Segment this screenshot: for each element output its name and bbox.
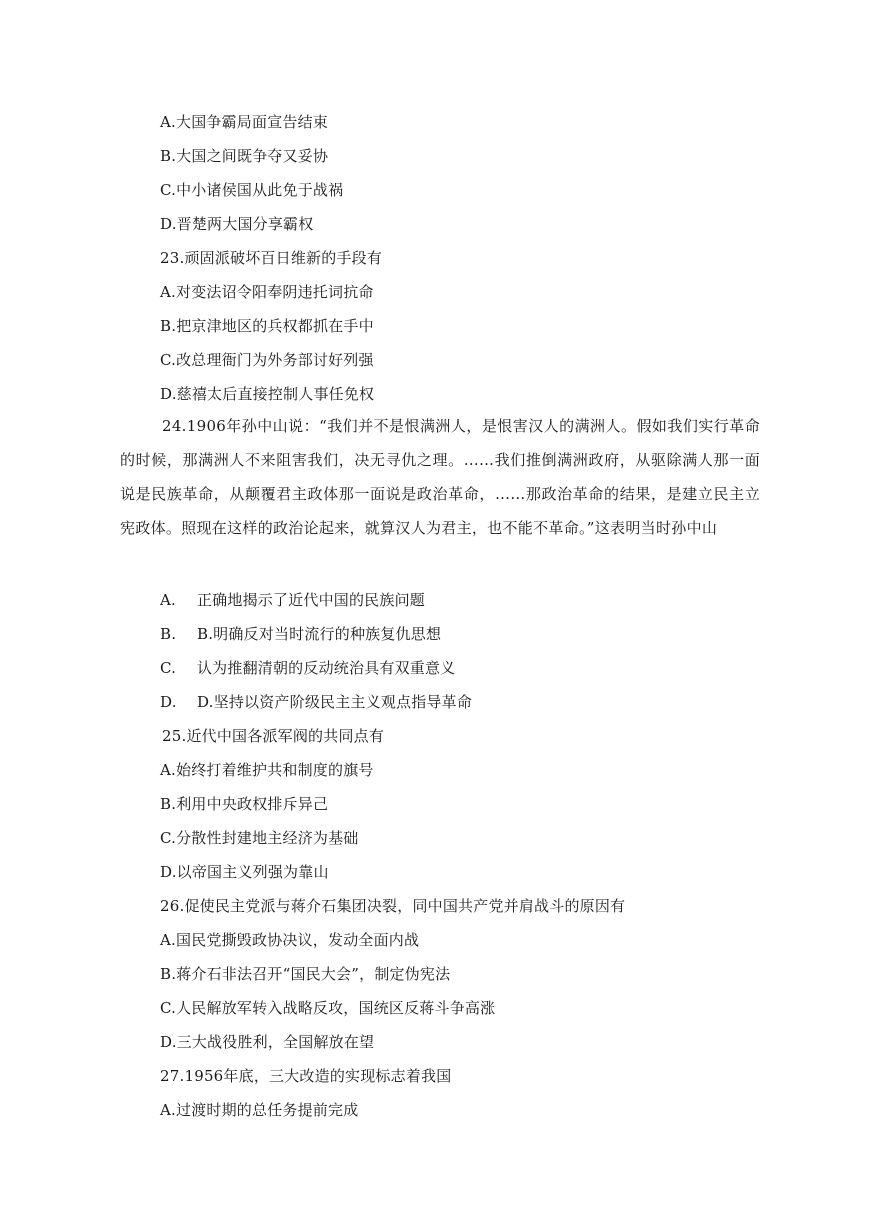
option-text: D.坚持以资产阶级民主主义观点指导革命 — [196, 693, 473, 711]
option-label: C. — [160, 659, 177, 677]
option-text: 认为推翻清朝的反动统治具有双重意义 — [196, 659, 456, 677]
option-line: C.改总理衙门为外务部讨好列强 — [160, 351, 374, 369]
option-line: A.过渡时期的总任务提前完成 — [160, 1101, 359, 1119]
option-line — [160, 692, 472, 712]
option-line: C.分散性封建地主经济为基础 — [160, 829, 359, 847]
option-line — [160, 658, 455, 678]
question-23: 23.顽固派破坏百日维新的手段有 — [160, 249, 383, 267]
option-line: D.晋楚两大国分享霸权 — [160, 215, 314, 233]
option-label: B. — [160, 625, 177, 643]
option-line: B.把京津地区的兵权都抓在手中 — [160, 317, 374, 335]
option-line: A.始终打着维护共和制度的旗号 — [160, 761, 374, 779]
option-text: B.明确反对当时流行的种族复仇思想 — [196, 625, 442, 643]
option-line — [160, 590, 425, 610]
option-line: B.蒋介石非法召开“国民大会”，制定伪宪法 — [160, 965, 451, 983]
option-line — [160, 624, 441, 644]
question-27: 27.1956年底，三大改造的实现标志着我国 — [160, 1067, 452, 1085]
option-line: A.大国争霸局面宣告结束 — [160, 113, 329, 131]
option-line: B.大国之间既争夺又妥协 — [160, 147, 329, 165]
option-line: C.中小诸侯国从此免于战祸 — [160, 181, 344, 199]
option-line: B.利用中央政权排斥异己 — [160, 795, 329, 813]
option-line: D.慈禧太后直接控制人事任免权 — [160, 385, 375, 403]
option-text: 正确地揭示了近代中国的民族问题 — [196, 591, 425, 609]
option-line: D.以帝国主义列强为靠山 — [160, 863, 329, 881]
option-line: C.人民解放军转入战略反攻，国统区反蒋斗争高涨 — [160, 999, 496, 1017]
question-24: 24.1906年孙中山说：“我们并不是恨满洲人，是恨害汉人的满洲人。假如我们实行革命的时候，那满洲人不来阻害我们，决无寻仇之理。……我们推倒满洲政府，从驱除满人那一面说是民族革命，从颠覆君主政体那一面说是政治革命，……那政治革命的结果，是建立民主立宪政体。照现在这样的政治论起来，就算汉人为君主，也不能不革命。”这表明当时孙中山 — [120, 417, 760, 537]
option-label: D. — [160, 693, 177, 711]
question-25: 25.近代中国各派军阀的共同点有 — [162, 727, 385, 745]
option-label: A. — [160, 591, 177, 609]
question-26: 26.促使民主党派与蒋介石集团决裂，同中国共产党并肩战斗的原因有 — [160, 897, 626, 915]
option-line: D.三大战役胜利，全国解放在望 — [160, 1033, 375, 1051]
option-line: A.对变法诏令阳奉阴违托词抗命 — [160, 283, 374, 301]
option-line: A.国民党撕毁政协决议，发动全面内战 — [160, 931, 420, 949]
